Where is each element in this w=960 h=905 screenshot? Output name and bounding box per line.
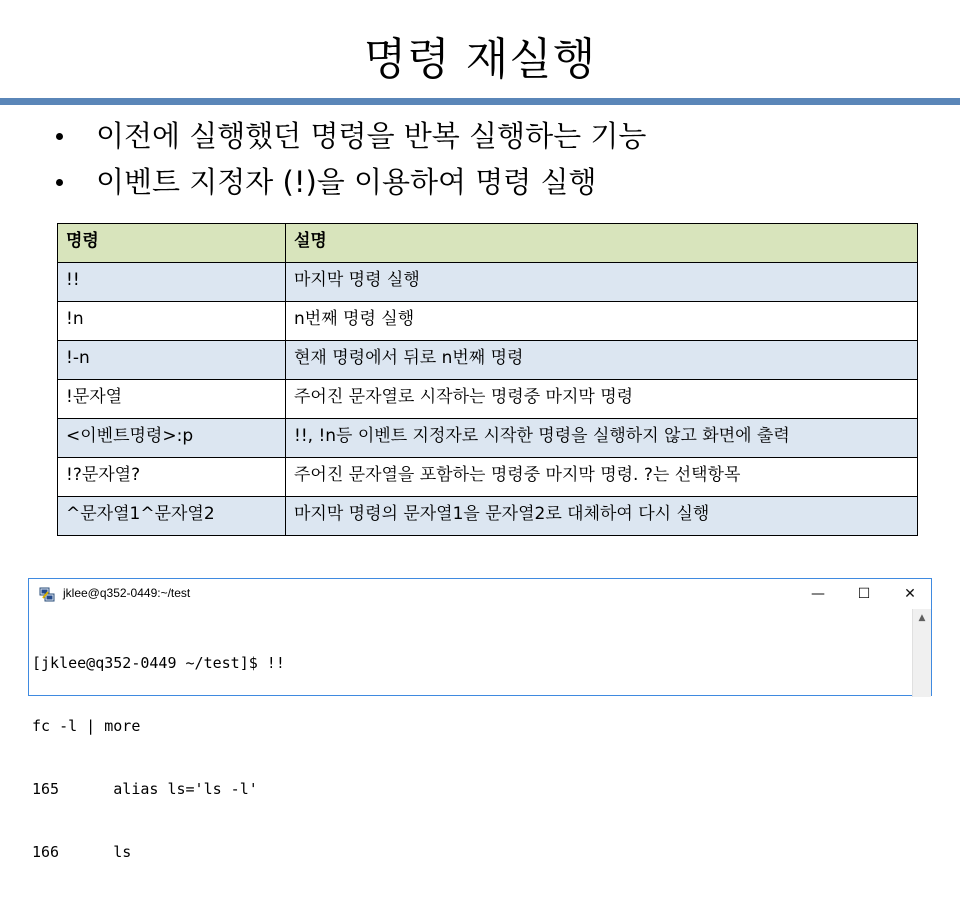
close-button[interactable]: ✕ xyxy=(904,586,916,602)
terminal-line: 165 alias ls='ls -l' xyxy=(32,780,258,798)
description-cell: n번째 명령 실행 xyxy=(286,302,918,341)
command-cell: !문자열 xyxy=(58,380,286,419)
command-cell: !-n xyxy=(58,341,286,380)
table-row xyxy=(58,497,918,536)
bullet-text: 이벤트 지정자 (!)을 이용하여 명령 실행 xyxy=(96,165,597,199)
table-row xyxy=(58,380,918,419)
column-header-command: 명령 xyxy=(58,224,286,263)
bullet-text: 이전에 실행했던 명령을 반복 실행하는 기능 xyxy=(96,119,647,153)
bullet-item xyxy=(52,113,646,159)
terminal-line: [jklee@q352-0449 ~/test]$ !! xyxy=(32,654,285,672)
terminal-titlebar[interactable] xyxy=(29,579,931,609)
description-cell: 마지막 명령 실행 xyxy=(286,263,918,302)
putty-icon[interactable] xyxy=(39,586,55,602)
table-row xyxy=(58,341,918,380)
table-header-row xyxy=(58,224,918,263)
bullet-list xyxy=(52,113,646,205)
command-cell: <이벤트명령>:p xyxy=(58,419,286,458)
table-row xyxy=(58,458,918,497)
terminal-output[interactable] xyxy=(32,611,912,905)
bullet-dot-icon xyxy=(56,179,63,186)
table-row xyxy=(58,302,918,341)
minimize-button[interactable]: — xyxy=(811,586,825,602)
terminal-line: 166 ls xyxy=(32,843,132,861)
description-cell: 현재 명령에서 뒤로 n번째 명령 xyxy=(286,341,918,380)
table-row xyxy=(58,419,918,458)
table-row xyxy=(58,263,918,302)
terminal-window[interactable] xyxy=(28,578,932,861)
command-cell: !n xyxy=(58,302,286,341)
scroll-up-arrow-icon[interactable]: ▲ xyxy=(918,613,926,623)
maximize-button[interactable]: ☐ xyxy=(857,586,871,602)
terminal-scrollbar[interactable] xyxy=(912,609,931,697)
description-cell: 마지막 명령의 문자열1을 문자열2로 대체하여 다시 실행 xyxy=(286,497,918,536)
title-divider xyxy=(0,98,960,105)
command-cell: ^문자열1^문자열2 xyxy=(58,497,286,536)
command-cell: !?문자열? xyxy=(58,458,286,497)
command-cell: !! xyxy=(58,263,286,302)
description-cell: !!, !n등 이벤트 지정자로 시작한 명령을 실행하지 않고 화면에 출력 xyxy=(286,419,918,458)
bullet-dot-icon xyxy=(56,133,63,140)
terminal-title: jklee@q352-0449:~/test xyxy=(63,586,191,600)
description-cell: 주어진 문자열로 시작하는 명령중 마지막 명령 xyxy=(286,380,918,419)
description-cell: 주어진 문자열을 포함하는 명령중 마지막 명령. ?는 선택항목 xyxy=(286,458,918,497)
column-header-description: 설명 xyxy=(286,224,918,263)
command-table xyxy=(57,223,918,536)
terminal-line: fc -l | more xyxy=(32,717,141,735)
slide-title: 명령 재실행 xyxy=(363,34,597,85)
bullet-item xyxy=(52,159,646,205)
